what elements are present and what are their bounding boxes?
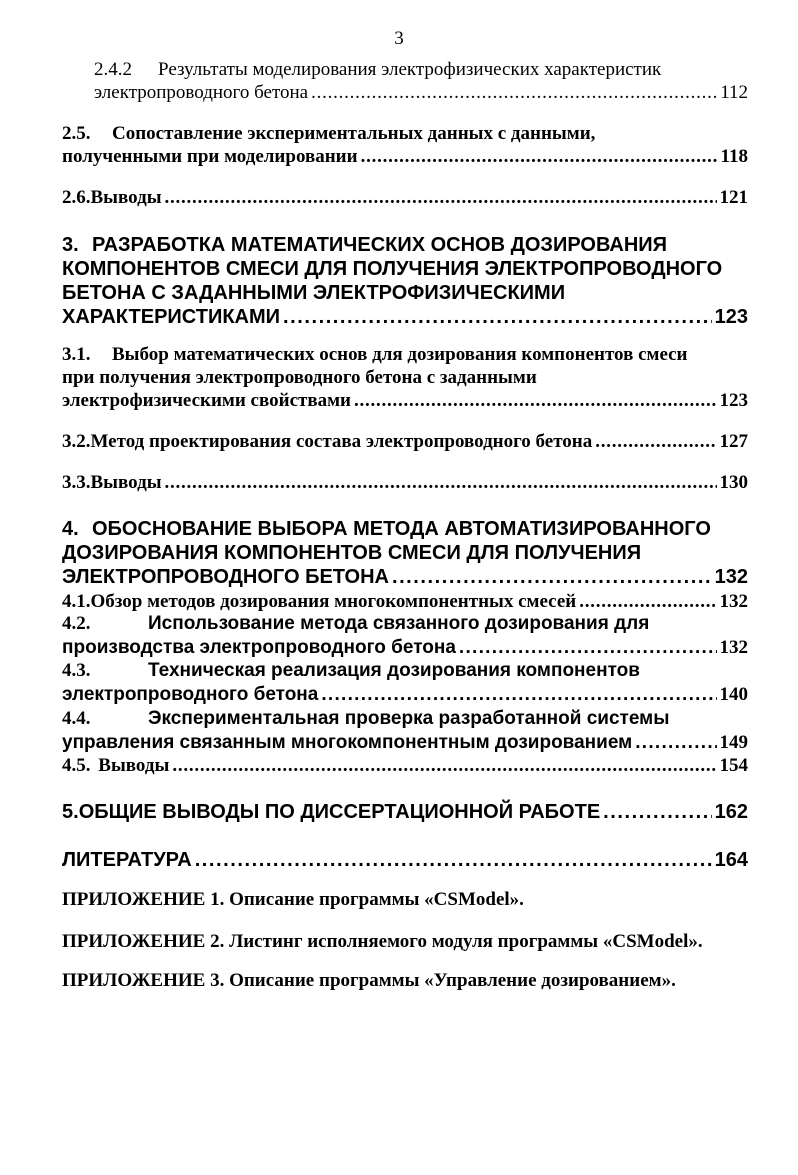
toc-title: ОБЩИЕ ВЫВОДЫ ПО ДИССЕРТАЦИОННОЙ РАБОТЕ bbox=[78, 801, 601, 823]
toc-line bbox=[62, 430, 748, 453]
toc-number: 4. bbox=[62, 518, 79, 540]
toc-title: ДОЗИРОВАНИЯ КОМПОНЕНТОВ СМЕСИ ДЛЯ ПОЛУЧЕНИЯ bbox=[62, 542, 642, 564]
toc-line bbox=[62, 612, 748, 636]
toc-title: ХАРАКТЕРИСТИКАМИ bbox=[62, 306, 281, 328]
toc-title: ОБОСНОВАНИЕ ВЫБОРА МЕТОДА АВТОМАТИЗИРОВАННОГО bbox=[92, 518, 711, 540]
toc-line bbox=[62, 754, 748, 777]
toc-title: Результаты моделирования электрофизических характеристик bbox=[158, 59, 662, 80]
toc-title: электропроводного бетона bbox=[94, 82, 309, 103]
appendix-3[interactable] bbox=[62, 969, 762, 992]
toc-entry-2-5[interactable] bbox=[62, 122, 748, 168]
toc-leader bbox=[459, 636, 717, 660]
appendix-label: ПРИЛОЖЕНИЕ 1. bbox=[62, 889, 225, 910]
toc-title: Метод проектирования состава электропроводного бетона bbox=[90, 431, 593, 452]
toc-line bbox=[62, 471, 748, 494]
toc-title: БЕТОНА С ЗАДАННЫМИ ЭЛЕКТРОФИЗИЧЕСКИМИ bbox=[62, 282, 566, 304]
toc-entry-5[interactable] bbox=[62, 800, 748, 824]
toc-number: 2.4.2 bbox=[94, 59, 132, 80]
toc-entry-literature[interactable] bbox=[62, 848, 748, 872]
toc-leader bbox=[283, 305, 712, 329]
toc-title: управления связанным многокомпонентным дозированием bbox=[62, 732, 633, 753]
toc-line bbox=[62, 683, 748, 707]
toc-line bbox=[62, 145, 748, 168]
toc-line bbox=[62, 659, 748, 683]
toc-number: 4.5. bbox=[62, 755, 91, 776]
toc-page: 162 bbox=[714, 801, 748, 823]
toc-leader bbox=[172, 754, 716, 777]
appendix-title: Листинг исполняемого модуля программы «CSModel». bbox=[229, 931, 703, 952]
toc-number: 3. bbox=[62, 234, 79, 256]
toc-line bbox=[62, 343, 748, 366]
toc-page: 132 bbox=[719, 637, 748, 658]
toc-line bbox=[62, 186, 748, 209]
toc-entry-3[interactable] bbox=[62, 233, 748, 329]
toc-number: 3.1. bbox=[62, 344, 91, 365]
toc-leader bbox=[165, 186, 717, 209]
appendix-label: ПРИЛОЖЕНИЕ 2. bbox=[62, 931, 225, 952]
appendix-title: Описание программы «CSModel». bbox=[229, 889, 524, 910]
toc-entry-4-1[interactable] bbox=[62, 590, 748, 613]
toc-page: 112 bbox=[720, 82, 748, 103]
toc-entry-3-3[interactable] bbox=[62, 471, 748, 494]
toc-title: ЛИТЕРАТУРА bbox=[62, 849, 192, 871]
toc-title: Обзор методов дозирования многокомпонентных смесей bbox=[90, 591, 577, 612]
toc-page: 140 bbox=[719, 684, 748, 705]
toc-leader bbox=[165, 471, 717, 494]
toc-number: 4.2. bbox=[62, 613, 91, 634]
toc-leader bbox=[321, 683, 716, 707]
toc-title: Использование метода связанного дозирования для bbox=[148, 613, 650, 634]
toc-number: 2.5. bbox=[62, 123, 91, 144]
toc-leader bbox=[579, 590, 716, 613]
toc-leader bbox=[195, 848, 712, 872]
toc-leader bbox=[354, 389, 717, 412]
toc-title: Выводы bbox=[90, 187, 162, 208]
toc-entry-4[interactable] bbox=[62, 517, 748, 589]
toc-title: ЭЛЕКТРОПРОВОДНОГО БЕТОНА bbox=[62, 566, 389, 588]
toc-leader bbox=[361, 145, 718, 168]
toc-title: Выбор математических основ для дозирования компонентов смеси bbox=[112, 344, 688, 365]
toc-leader bbox=[392, 565, 712, 589]
appendix-label: ПРИЛОЖЕНИЕ 3. bbox=[62, 970, 225, 991]
toc-title: производства электропроводного бетона bbox=[62, 637, 456, 658]
toc-entry-4-4[interactable] bbox=[62, 707, 748, 755]
toc-line bbox=[62, 122, 748, 145]
toc-line bbox=[62, 800, 748, 824]
toc-entry-3-2[interactable] bbox=[62, 430, 748, 453]
toc-line bbox=[62, 517, 748, 541]
toc-number: 2.6. bbox=[62, 187, 91, 208]
toc-title: Экспериментальная проверка разработанной системы bbox=[148, 708, 670, 729]
toc-page: 123 bbox=[719, 390, 748, 411]
toc-number: 4.1. bbox=[62, 591, 91, 612]
toc-title: электрофизическими свойствами bbox=[62, 390, 351, 411]
toc-entry-4-5[interactable] bbox=[62, 754, 748, 777]
toc-page: 164 bbox=[714, 849, 748, 871]
toc-title: Техническая реализация дозирования компонентов bbox=[148, 660, 640, 681]
toc-line bbox=[62, 281, 748, 305]
toc-leader bbox=[311, 81, 717, 104]
toc-line bbox=[62, 366, 748, 389]
toc-number: 3.2. bbox=[62, 431, 91, 452]
toc-page: 149 bbox=[719, 732, 748, 753]
toc-page: 118 bbox=[720, 146, 748, 167]
toc-page: 123 bbox=[714, 306, 748, 328]
toc-number: 5. bbox=[62, 801, 79, 823]
toc-line bbox=[62, 233, 748, 257]
appendix-1[interactable] bbox=[62, 888, 762, 911]
toc-title: электропроводного бетона bbox=[62, 684, 319, 705]
toc-number: 3.3. bbox=[62, 472, 91, 493]
appendix-2[interactable] bbox=[62, 930, 762, 953]
toc-leader bbox=[595, 430, 716, 453]
appendix-title: Описание программы «Управление дозированием». bbox=[229, 970, 676, 991]
toc-line bbox=[62, 541, 748, 565]
toc-line bbox=[62, 305, 748, 329]
toc-entry-2-6[interactable] bbox=[62, 186, 748, 209]
toc-page: 130 bbox=[719, 472, 748, 493]
toc-line bbox=[62, 81, 748, 104]
toc-page: 154 bbox=[719, 755, 748, 776]
toc-line bbox=[62, 58, 748, 81]
toc-title: полученными при моделировании bbox=[62, 146, 358, 167]
toc-page: 132 bbox=[714, 566, 748, 588]
toc-line bbox=[62, 565, 748, 589]
toc-entry-4-2[interactable] bbox=[62, 612, 748, 660]
toc-line bbox=[62, 848, 748, 872]
toc-title: КОМПОНЕНТОВ СМЕСИ ДЛЯ ПОЛУЧЕНИЯ ЭЛЕКТРОПРОВОДНОГО bbox=[62, 258, 723, 280]
toc-line bbox=[62, 590, 748, 613]
toc-page: 127 bbox=[719, 431, 748, 452]
toc-entry-2-4-2[interactable] bbox=[62, 58, 748, 104]
toc-line bbox=[62, 389, 748, 412]
toc-title: Выводы bbox=[98, 755, 170, 776]
toc-line bbox=[62, 707, 748, 731]
toc-title: Сопоставление экспериментальных данных с данными, bbox=[112, 123, 596, 144]
toc-line bbox=[62, 636, 748, 660]
toc-leader bbox=[603, 800, 711, 824]
toc-page: 132 bbox=[719, 591, 748, 612]
toc-title: РАЗРАБОТКА МАТЕМАТИЧЕСКИХ ОСНОВ ДОЗИРОВАНИЯ bbox=[92, 234, 668, 256]
toc-entry-3-1[interactable] bbox=[62, 343, 748, 412]
toc-entry-4-3[interactable] bbox=[62, 659, 748, 707]
toc-number: 4.4. bbox=[62, 708, 91, 729]
toc-line bbox=[62, 731, 748, 755]
toc-line bbox=[62, 257, 748, 281]
toc-number: 4.3. bbox=[62, 660, 91, 681]
toc-leader bbox=[635, 731, 716, 755]
toc-page: 121 bbox=[719, 187, 748, 208]
toc-title: при получения электропроводного бетона с заданными bbox=[62, 367, 537, 388]
toc-title: Выводы bbox=[90, 472, 162, 493]
page-number: 3 bbox=[394, 28, 404, 49]
